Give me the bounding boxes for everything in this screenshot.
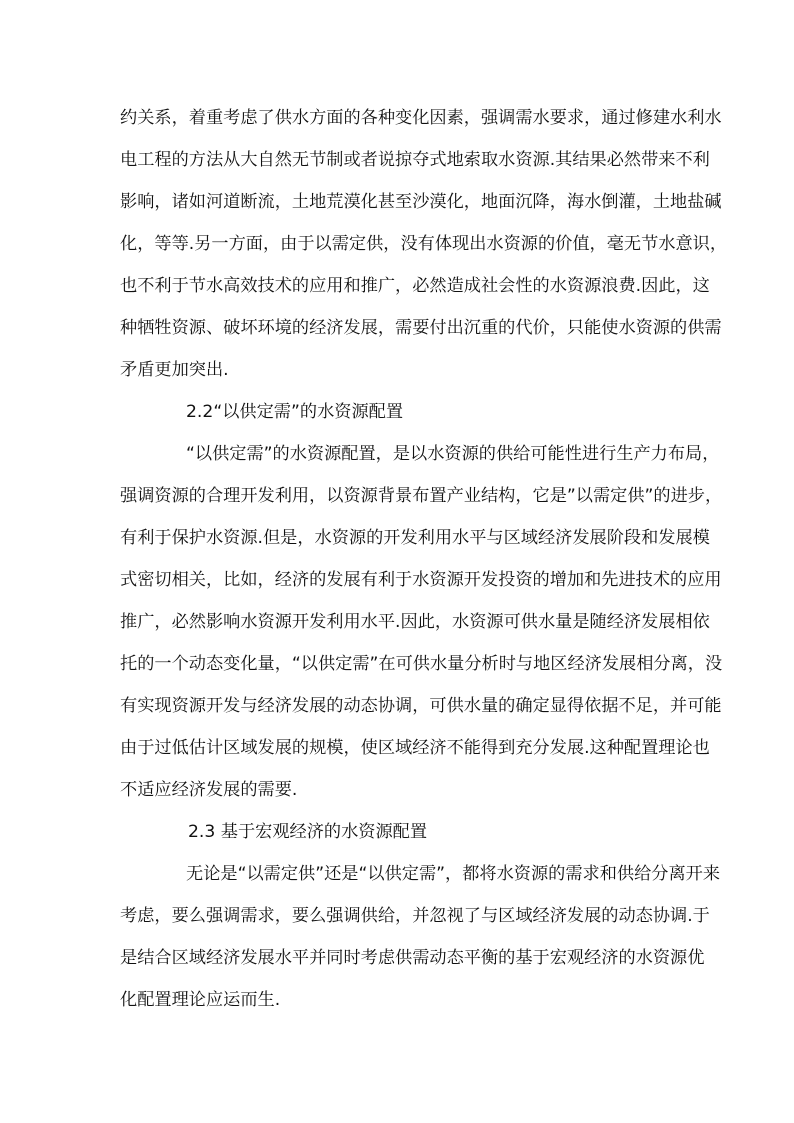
paragraph-line: 强调资源的合理开发利用，以资源背景布置产业结构，它是”以需定供”的进步， (120, 486, 723, 506)
paragraph-line: 不适应经济发展的需要. (120, 780, 298, 800)
section-heading: 2.2“以供定需”的水资源配置 (186, 402, 404, 422)
paragraph-line: 由于过低估计区域发展的规模，使区域经济不能得到充分发展.这种配置理论也 (120, 738, 710, 758)
paragraph-line: 也不利于节水高效技术的应用和推广，必然造成社会性的水资源浪费.因此，这 (120, 276, 710, 296)
paragraph-line: 式密切相关，比如，经济的发展有利于水资源开发投资的增加和先进技术的应用 (120, 570, 722, 590)
paragraph-line: 种牺牲资源、破坏环境的经济发展，需要付出沉重的代价，只能使水资源的供需 (120, 318, 722, 338)
paragraph-line: 约关系，着重考虑了供水方面的各种变化因素，强调需水要求，通过修建水利水 (120, 108, 722, 128)
paragraph-line: 是结合区域经济发展水平并同时考虑供需动态平衡的基于宏观经济的水资源优 (120, 948, 705, 968)
paragraph-line: 化，等等.另一方面，由于以需定供，没有体现出水资源的价值，毫无节水意识， (120, 234, 728, 254)
paragraph-line: 矛盾更加突出. (120, 360, 229, 380)
paragraph-line: 有利于保护水资源.但是，水资源的开发利用水平与区域经济发展阶段和发展模 (120, 528, 710, 548)
paragraph-line: 电工程的方法从大自然无节制或者说掠夺式地索取水资源.其结果必然带来不利 (120, 150, 710, 170)
paragraph-line: 推广，必然影响水资源开发利用水平.因此，水资源可供水量是随经济发展相依 (120, 612, 710, 632)
paragraph-line: 托的一个动态变化量，“以供定需”在可供水量分析时与地区经济发展相分离，没 (120, 654, 723, 674)
paragraph-line: 有实现资源开发与经济发展的动态协调，可供水量的确定显得依据不足，并可能 (120, 696, 722, 716)
paragraph-line: 考虑，要么强调需求，要么强调供给，并忽视了与区域经济发展的动态协调.于 (120, 906, 710, 926)
paragraph-line: 无论是“以需定供”还是“以供定需”，都将水资源的需求和供给分离开来 (186, 864, 721, 884)
paragraph-line: 影响，诸如河道断流，土地荒漠化甚至沙漠化，地面沉降，海水倒灌，土地盐碱 (120, 192, 722, 212)
paragraph-line: 化配置理论应运而生. (120, 990, 281, 1010)
paragraph-line: “以供定需”的水资源配置，是以水资源的供给可能性进行生产力布局， (186, 444, 720, 464)
section-heading: 2.3 基于宏观经济的水资源配置 (188, 822, 428, 842)
